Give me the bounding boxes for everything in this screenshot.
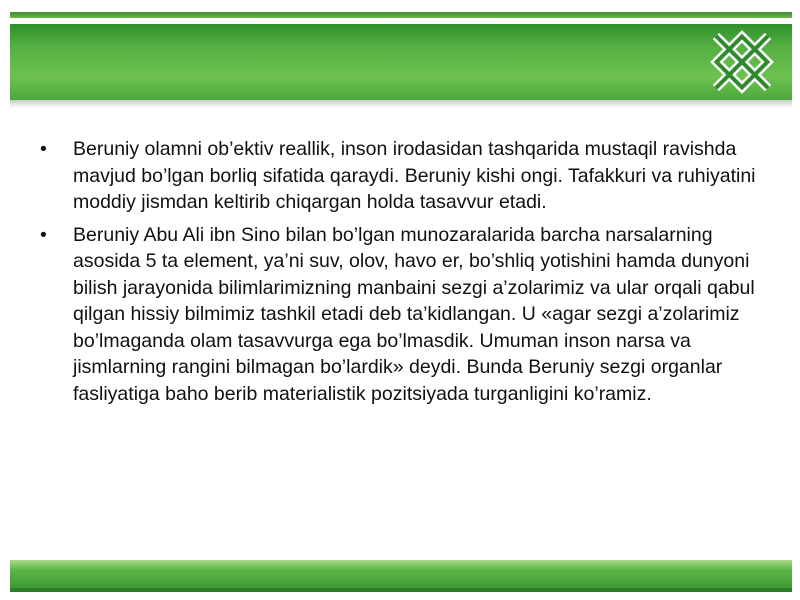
slide-content: [36, 136, 776, 413]
interlocking-knot-icon: [710, 30, 774, 94]
header-shadow: [10, 100, 792, 108]
header-green-bar: [10, 24, 792, 100]
header-thin-line: [10, 12, 792, 18]
list-item: [36, 136, 776, 216]
footer-band: [10, 560, 792, 592]
footer-dark-line: [10, 588, 792, 592]
bullet-list: [36, 136, 776, 407]
list-item: [36, 222, 776, 408]
header-band: [10, 12, 792, 108]
footer-green-bar: [10, 560, 792, 588]
bullet-text: Beruniy Abu Ali ibn Sino bilan bo’lgan munozaralarida barcha narsalarning asosida 5 ta element, ya’ni suv, olov, havo er, bo’shliq yotishini hamda dunyoni bilish jarayonida bilimlarimizning manbaini sezgi a’zolarimiz va ular orqali qabul qilgan hissiy bilmimiz tashkil etadi deb ta’kidlangan. U «agar sezgi a’zolarimiz bo’lmaganda olam tasavvurga ega bo’lmasdik. Umuman inson narsa va jismlarning rangini bilmagan bo’lardik» deydi. Bunda Beruniy sezgi organlar fasliyatiga baho berib materialistik pozitsiyada turganligini ko’ramiz.: [73, 223, 755, 405]
bullet-dot: •: [40, 138, 47, 160]
bullet-text: Beruniy olamni ob’ektiv reallik, inson irodasidan tashqarida mustaqil ravishda mavjud bo’lgan borliq sifatida qaraydi. Beruniy kishi ongi. Tafakkuri va ruhiyatini moddiy jismdan keltirib chiqargan holda tasavvur etadi.: [73, 138, 756, 213]
bullet-dot: •: [40, 223, 47, 246]
